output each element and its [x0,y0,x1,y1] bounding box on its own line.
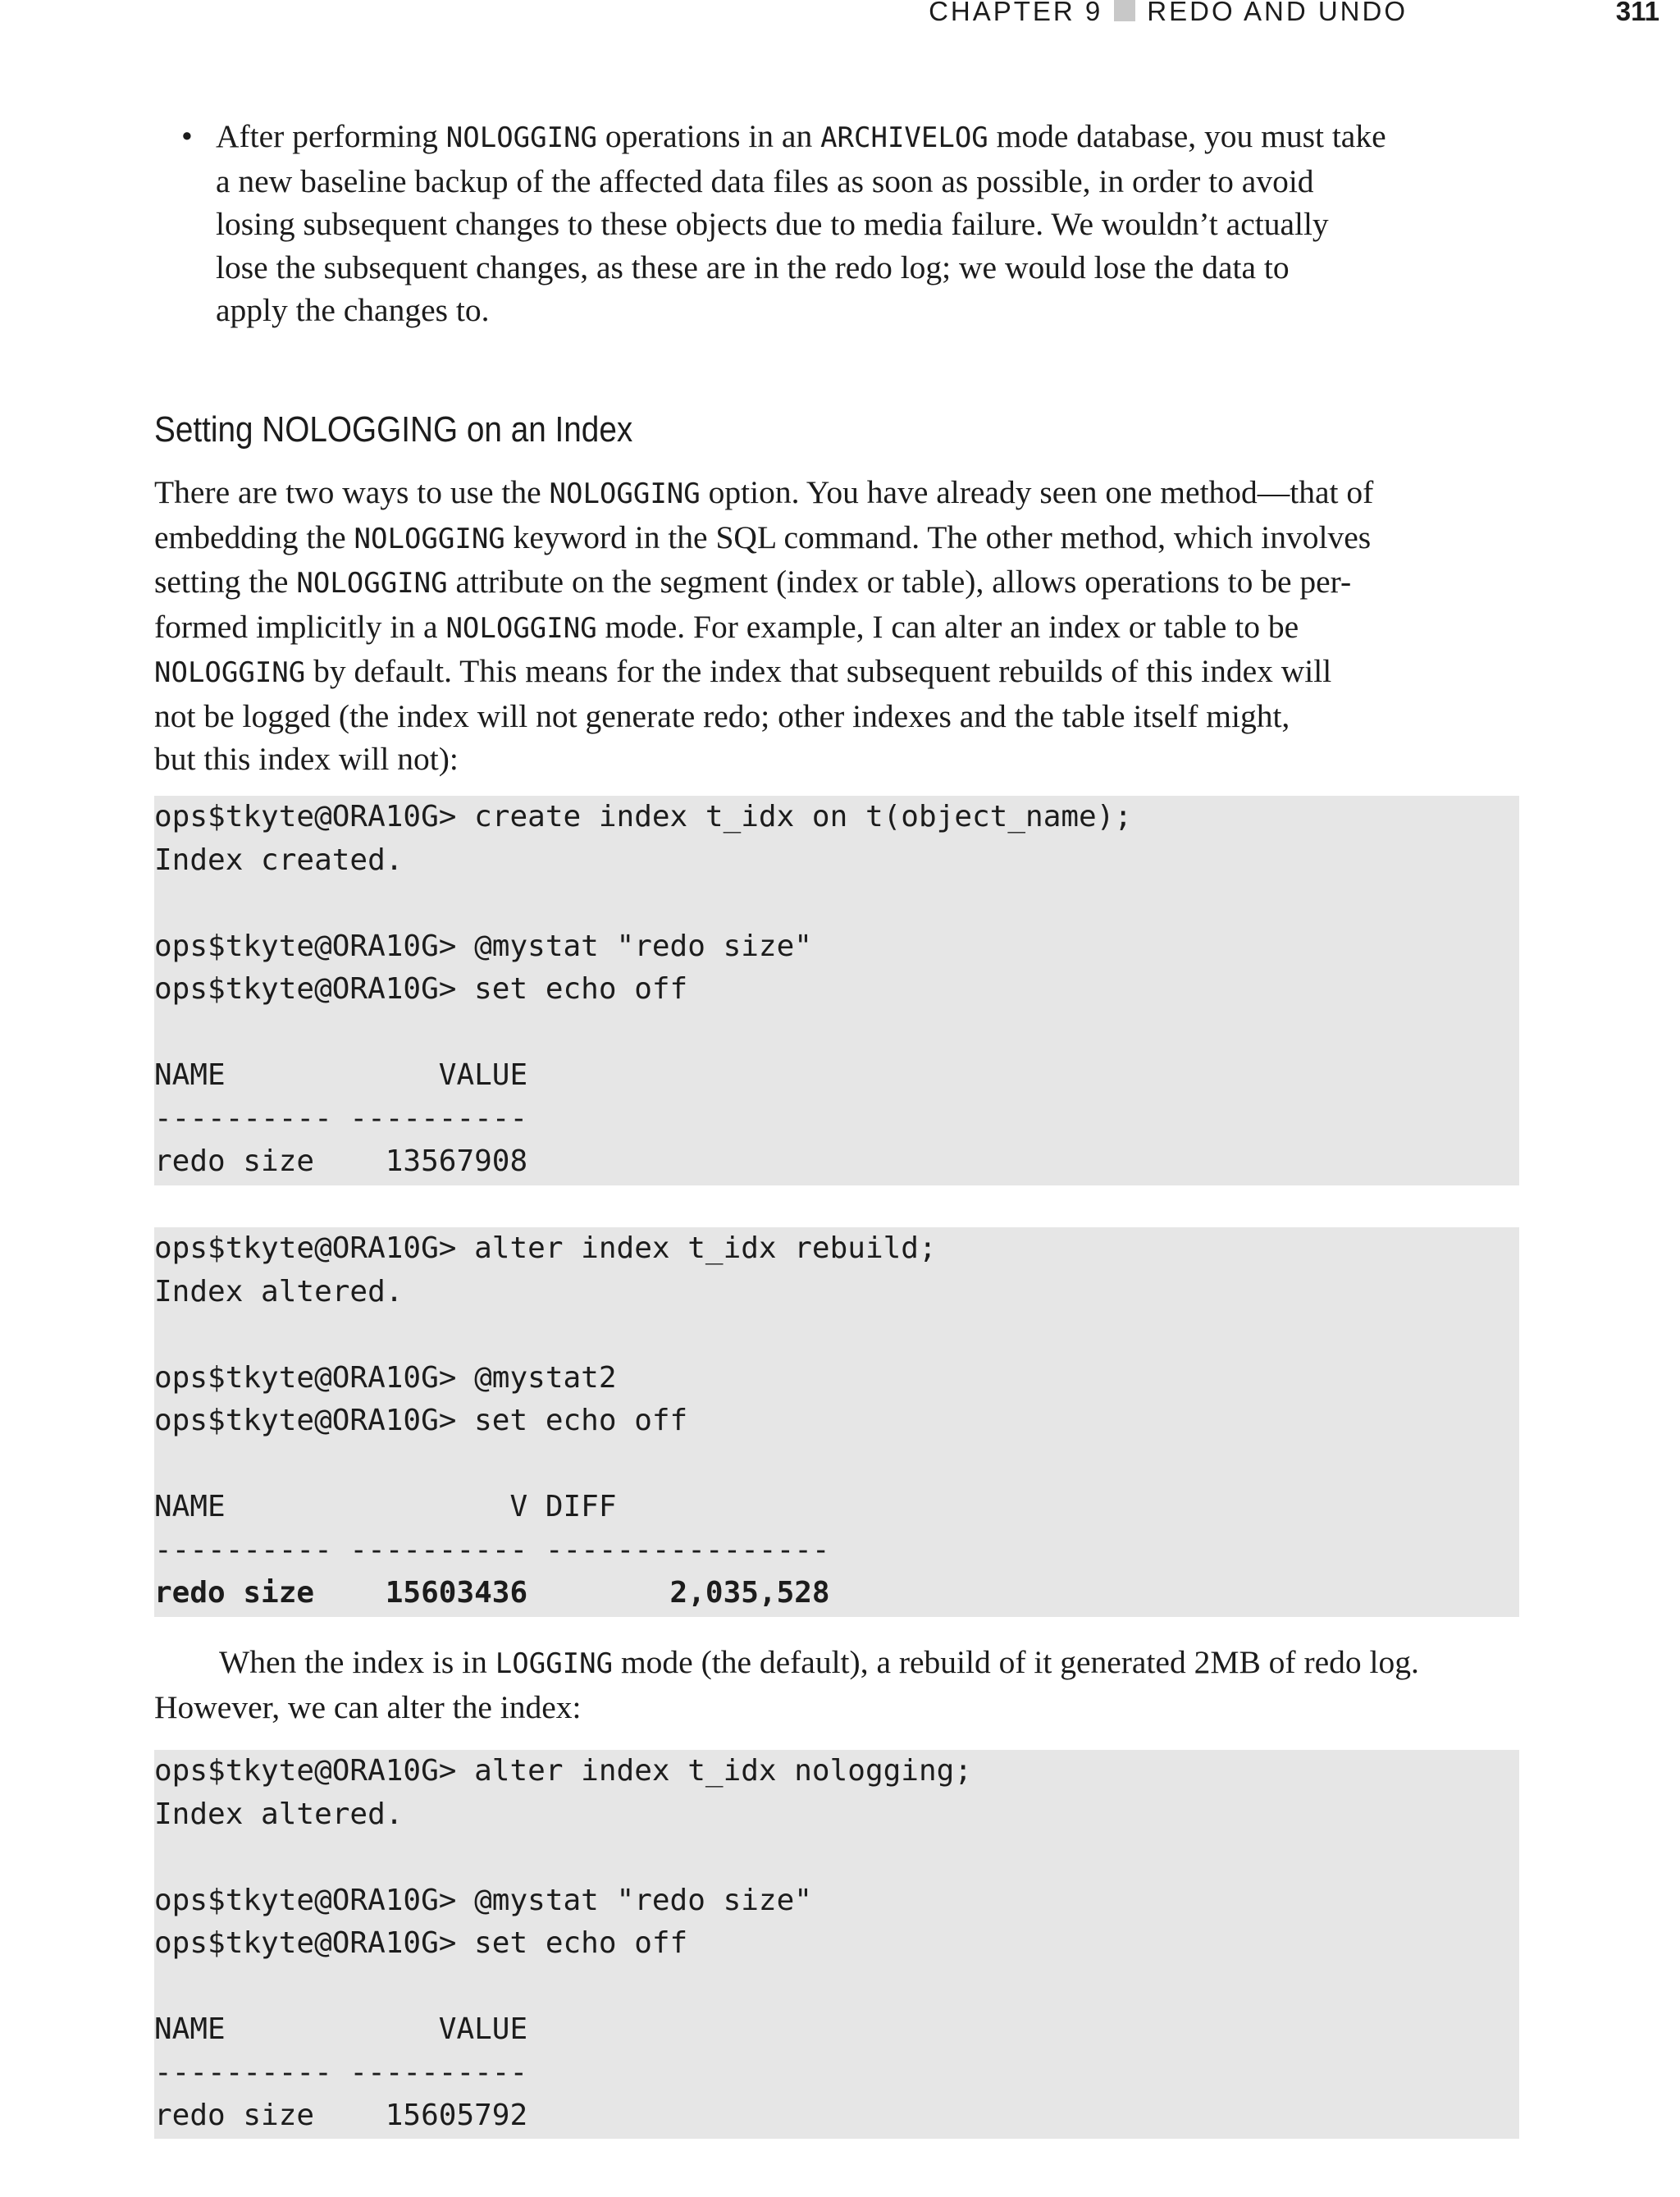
code-line: NAME V DIFF [154,1490,617,1523]
code-line: redo size 13567908 [154,1144,528,1178]
code-line [154,1443,1519,1487]
inline-code: NOLOGGING [445,121,598,154]
text-line [216,289,1528,332]
inline-code: NOLOGGING [445,611,597,645]
code-line: Index altered. [154,1274,404,1309]
code-block-rebuild-index [154,1227,1519,1617]
page-number: 311 [1615,0,1659,26]
inline-code: NOLOGGING [296,567,448,600]
text-run: a new baseline backup of the affected data files as soon as possible, in order to avoid [216,162,1314,199]
text-line [154,1641,1532,1686]
code-block-create-index [154,796,1519,1185]
paragraph-logging-mode [154,1641,1532,1729]
text-line [154,471,1532,516]
text-run: apply the changes to. [216,292,490,328]
text-line [216,115,1528,160]
code-line: Index created. [154,843,404,877]
chapter-label [929,0,1408,28]
paragraph-nologging-methods [154,471,1532,781]
text-line [154,605,1532,651]
chapter-number: CHAPTER 9 [929,0,1103,26]
text-run: mode (the default), a rebuild of it generated 2MB of redo log. [613,1644,1419,1680]
code-line: NAME VALUE [154,1058,528,1092]
text-run: attribute on the segment (index or table), allows operations to be per- [447,564,1352,600]
code-line: ---------- ---------- [154,1101,528,1135]
inline-code: NOLOGGING [354,522,505,555]
code-line: ops$tkyte@ORA10G> set echo off [154,1926,688,1960]
code-line: ops$tkyte@ORA10G> create index t_idx on t(object_name); [154,800,1133,834]
code-line: ops$tkyte@ORA10G> set echo off [154,972,688,1006]
code-line: ---------- ---------- ---------------- [154,1532,830,1567]
text-run: operations in an [597,118,821,154]
text-run: option. You have already seen one method—that of [700,474,1374,510]
text-run: not be logged (the index will not generate redo; other indexes and the table itself might, [154,697,1290,734]
text-run: but this index will not): [154,741,459,777]
code-line [154,1313,1519,1357]
text-line [216,246,1528,290]
code-line: ops$tkyte@ORA10G> alter index t_idx nologging; [154,1754,972,1788]
code-line: redo size 15605792 [154,2099,528,2132]
code-line: Index altered. [154,1797,404,1831]
text-run: formed implicitly in a [154,608,446,645]
code-line: ops$tkyte@ORA10G> @mystat "redo size" [154,1883,812,1917]
code-line: ---------- ---------- [154,2055,528,2090]
text-line [216,203,1528,246]
text-line [154,1686,1532,1729]
inline-code: NOLOGGING [154,656,306,689]
text-run: However, we can alter the index: [154,1688,582,1725]
code-line: ops$tkyte@ORA10G> set echo off [154,1404,688,1437]
section-heading: Setting NOLOGGING on an Index [154,409,633,450]
inline-code: NOLOGGING [549,477,701,510]
code-line [154,882,1519,925]
text-run: lose the subsequent changes, as these are in the redo log; we would lose the data to [216,249,1290,285]
text-line [154,650,1532,695]
text-line [154,516,1532,561]
code-line: NAME VALUE [154,2012,528,2046]
inline-code: LOGGING [495,1647,614,1680]
code-line [154,1836,1519,1880]
bullet-text [216,115,1528,332]
inline-code: ARCHIVELOG [820,121,988,154]
separator-square-icon [1114,0,1135,21]
text-run: keyword in the SQL command. The other method, which involves [504,518,1372,555]
code-line: redo size 15603436 2,035,528 [154,1576,830,1610]
code-line: ops$tkyte@ORA10G> @mystat "redo size" [154,929,812,963]
code-line [154,1012,1519,1055]
bullet-icon: • [181,118,193,154]
text-line [154,738,1532,781]
text-run: mode. For example, I can alter an index or table to be [596,608,1299,645]
text-line [154,695,1532,738]
code-line: ops$tkyte@ORA10G> @mystat2 [154,1360,617,1395]
text-run: by default. This means for the index that subsequent rebuilds of this index will [305,653,1332,689]
text-run: mode database, you must take [988,118,1386,154]
running-header [0,0,1680,33]
code-block-alter-nologging [154,1750,1519,2139]
code-line: ops$tkyte@ORA10G> alter index t_idx rebuild; [154,1231,937,1265]
text-run: setting the [154,564,297,600]
code-line [154,1966,1519,2009]
text-line [216,160,1528,203]
text-run: losing subsequent changes to these objects due to media failure. We wouldn’t actually [216,206,1329,242]
bullet-item [181,115,1528,332]
text-run: There are two ways to use the [154,474,550,510]
chapter-title: REDO AND UNDO [1147,0,1408,26]
text-line [154,560,1532,605]
text-run: When the index is in [219,1644,495,1680]
text-run: After performing [216,118,446,154]
text-run: embedding the [154,518,354,555]
